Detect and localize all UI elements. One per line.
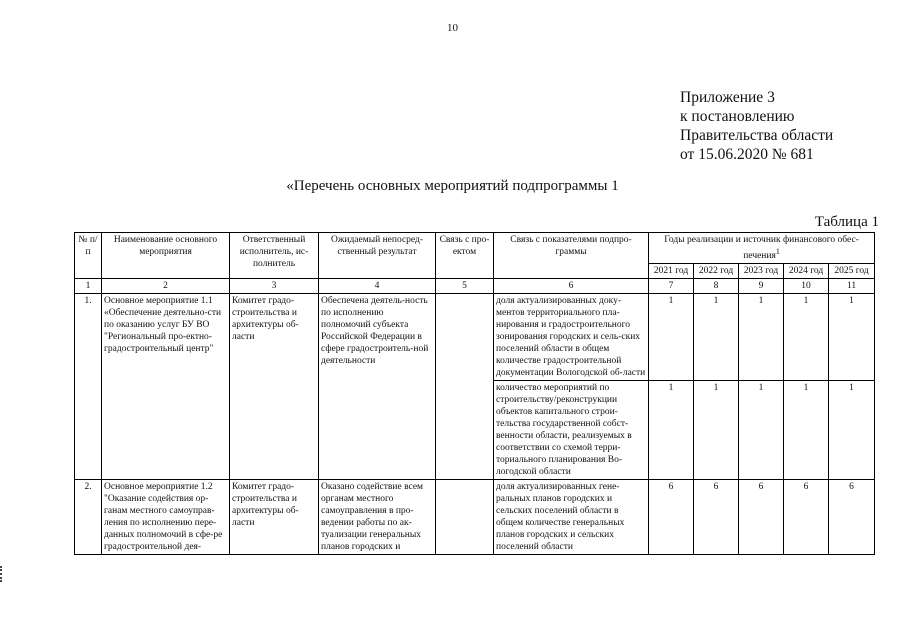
col-number: 9 [739,279,784,294]
header-result: Ожидаемый непосред-ственный результат [319,233,436,279]
table-row [75,294,875,381]
indicator-value-2022: 1 [694,381,739,480]
appendix-line: к постановлению [680,108,795,125]
indicator-text: доля актуализированных гене-ральных планов городских и сельских поселений области в общем количестве генеральных планов городских и сельских поселений области [494,480,649,555]
header-years-text: Годы реализации и источник финансового обес-печения [664,235,859,262]
year-2021: 2021 год [649,264,694,279]
measure-result: Обеспечена деятель-ность по исполнению полномочий субъекта Российской Федерации в сфере градостроитель-ной деятельности [319,294,436,480]
document-title: «Перечень основных мероприятий подпрограммы 1 [286,178,619,194]
scan-edge-mark [0,566,5,582]
indicator-text: количество мероприятий по строительству/реконструкции объектов капитального строи-тельства государственной собст-венности области, реализуемых в соответствии со схемой терри-ториального планирования Во-логодской области [494,381,649,480]
column-number-row [75,279,875,294]
appendix-line: Правительства области [680,127,834,144]
year-2024: 2024 год [784,264,829,279]
header-projects: Связь с про-ектом [436,233,494,279]
table-row [75,480,875,555]
col-number: 2 [102,279,230,294]
header-num: № п/п [75,233,102,279]
indicator-value-2024: 1 [784,294,829,381]
measure-project [436,480,494,555]
indicator-value-2021: 1 [649,381,694,480]
indicator-value-2025: 1 [829,294,875,381]
col-number: 1 [75,279,102,294]
measure-executor: Комитет градо-строительства и архитектуры об-ласти [230,480,319,555]
indicator-value-2023: 1 [739,381,784,480]
measure-name: Основное мероприятие 1.2 "Оказание содействия ор-ганам местного самоуправ-ления по исполнению пере-данных полномочий в сфе-ре градостроительной дея- [102,480,230,555]
measure-result: Оказано содействие всем органам местного самоуправления в про-ведении работы по ак-туализации генеральных планов городских и [319,480,436,555]
header-row [75,233,875,264]
header-years [649,233,875,264]
appendix-line: Приложение 3 [680,89,775,106]
table-label: Таблица 1 [814,214,879,230]
measures-table [74,232,875,555]
indicator-text: доля актуализированных доку-ментов территориального пла-нирования и градостроительного зонирования городских и сель-ских поселений области в общем количестве градостроительной документации Вологодской об-ласти [494,294,649,381]
col-number: 4 [319,279,436,294]
indicator-value-2021: 1 [649,294,694,381]
indicator-value-2025: 1 [829,381,875,480]
indicator-value-2024: 1 [784,381,829,480]
col-number: 7 [649,279,694,294]
year-2022: 2022 год [694,264,739,279]
footnote-mark: 1 [775,247,780,256]
col-number: 3 [230,279,319,294]
indicator-value-2023: 1 [739,294,784,381]
indicator-value-2025: 6 [829,480,875,555]
row-num: 2. [75,480,102,555]
indicator-value-2023: 6 [739,480,784,555]
indicator-value-2022: 6 [694,480,739,555]
col-number: 8 [694,279,739,294]
year-2023: 2023 год [739,264,784,279]
measure-name: Основное мероприятие 1.1 «Обеспечение деятельно-сти по оказанию услуг БУ ВО "Региональный про-ектно-градостроительный центр" [102,294,230,480]
year-2025: 2025 год [829,264,875,279]
appendix-block [680,88,833,164]
col-number: 6 [494,279,649,294]
page-number: 10 [447,22,458,34]
appendix-line: от 15.06.2020 № 681 [680,146,814,163]
col-number: 5 [436,279,494,294]
indicator-value-2021: 6 [649,480,694,555]
header-indicators: Связь с показателями подпро-граммы [494,233,649,279]
header-executor: Ответственный исполнитель, ис-полнитель [230,233,319,279]
measure-project [436,294,494,480]
indicator-value-2022: 1 [694,294,739,381]
indicator-value-2024: 6 [784,480,829,555]
col-number: 10 [784,279,829,294]
row-num: 1. [75,294,102,480]
measure-executor: Комитет градо-строительства и архитектуры об-ласти [230,294,319,480]
header-name: Наименование основного мероприятия [102,233,230,279]
col-number: 11 [829,279,875,294]
